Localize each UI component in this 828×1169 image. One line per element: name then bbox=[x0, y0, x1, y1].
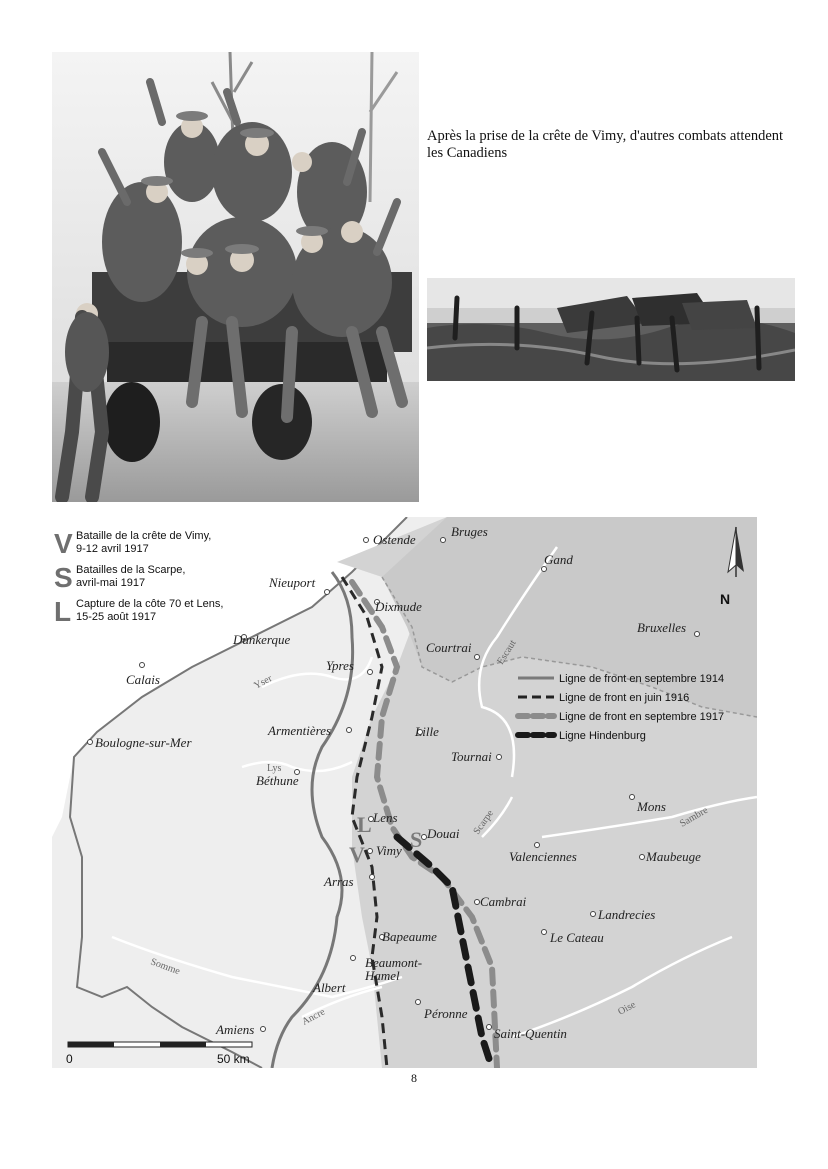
city-lens: Lens bbox=[373, 810, 398, 825]
city-ostende: Ostende bbox=[373, 532, 416, 547]
city-boulogne: Boulogne-sur-Mer bbox=[95, 735, 192, 750]
city-amiens: Amiens bbox=[216, 1022, 255, 1037]
scale-start: 0 bbox=[66, 1052, 73, 1066]
city-cambrai: Cambrai bbox=[480, 894, 527, 909]
city-peronne: Péronne bbox=[424, 1006, 468, 1021]
city-gand: Gand bbox=[544, 552, 573, 567]
page-number: 8 bbox=[411, 1071, 417, 1085]
north-label: N bbox=[720, 591, 731, 607]
soldiers-on-truck-photo bbox=[52, 52, 419, 502]
map-marker-v: V bbox=[349, 842, 365, 867]
battlefield-tanks-photo bbox=[427, 278, 795, 381]
city-vimy: Vimy bbox=[376, 843, 402, 858]
map-marker-s: S bbox=[410, 827, 423, 852]
battle-v-line1: Bataille de la crête de Vimy, bbox=[76, 530, 212, 542]
battle-l-line2: 15-25 août 1917 bbox=[76, 611, 157, 623]
battle-v-line2: 9-12 avril 1917 bbox=[76, 543, 149, 555]
battle-s-line2: avril-mai 1917 bbox=[76, 577, 146, 589]
city-arras: Arras bbox=[324, 874, 354, 889]
city-bruges: Bruges bbox=[451, 524, 488, 539]
river-yser: Yser bbox=[252, 673, 275, 692]
river-oise: Oise bbox=[616, 999, 638, 1018]
legend-label-1916: Ligne de front en juin 1916 bbox=[559, 692, 690, 704]
city-dixmude: Dixmude bbox=[375, 599, 422, 614]
river-somme: Somme bbox=[148, 956, 182, 978]
city-beaumont-hamel-line1: Beaumont- bbox=[365, 955, 423, 970]
city-tournai: Tournai bbox=[451, 749, 492, 764]
city-valenciennes: Valenciennes bbox=[509, 849, 577, 864]
river-escaut: Escaut bbox=[495, 638, 519, 667]
city-lille: Lille bbox=[415, 724, 439, 739]
city-bruxelles: Bruxelles bbox=[637, 620, 687, 635]
battle-letter-v: V bbox=[54, 528, 73, 559]
city-armentieres: Armentières bbox=[268, 723, 332, 738]
city-albert: Albert bbox=[313, 980, 346, 995]
city-saint-quentin: Saint-Quentin bbox=[494, 1026, 567, 1041]
city-nieuport: Nieuport bbox=[269, 575, 316, 590]
city-landrecies: Landrecies bbox=[598, 907, 656, 922]
western-front-map bbox=[52, 517, 757, 1068]
city-maubeuge: Maubeuge bbox=[646, 849, 701, 864]
city-douai: Douai bbox=[427, 826, 460, 841]
city-dunkerque: Dunkerque bbox=[233, 632, 291, 647]
river-ancre: Ancre bbox=[300, 1006, 327, 1028]
city-bethune: Béthune bbox=[256, 773, 299, 788]
scale-end: 50 km bbox=[217, 1052, 250, 1066]
river-lys: Lys bbox=[267, 763, 282, 774]
city-calais: Calais bbox=[126, 672, 160, 687]
legend-label-1914: Ligne de front en septembre 1914 bbox=[559, 673, 725, 685]
city-ypres: Ypres bbox=[326, 658, 354, 673]
city-beaumont-hamel-line2: Hamel bbox=[365, 968, 400, 983]
map-marker-l: L bbox=[357, 812, 372, 837]
battle-s-line1: Batailles de la Scarpe, bbox=[76, 564, 186, 576]
city-bapeaume: Bapeaume bbox=[382, 929, 437, 944]
legend-label-1917: Ligne de front en septembre 1917 bbox=[559, 711, 725, 723]
photo-caption: Après la prise de la crête de Vimy, d'autres combats attendent les Canadiens bbox=[427, 128, 784, 161]
battle-letter-s: S bbox=[54, 562, 73, 593]
battle-l-line1: Capture de la côte 70 et Lens, bbox=[76, 598, 224, 610]
legend-label-hindenburg: Ligne Hindenburg bbox=[559, 730, 646, 742]
city-courtrai: Courtrai bbox=[426, 640, 472, 655]
city-lecateau: Le Cateau bbox=[550, 930, 604, 945]
city-mons: Mons bbox=[637, 799, 666, 814]
river-sambre: Sambre bbox=[678, 804, 710, 830]
battle-letter-l: L bbox=[54, 596, 72, 627]
river-scarpe: Scarpe bbox=[471, 808, 497, 837]
